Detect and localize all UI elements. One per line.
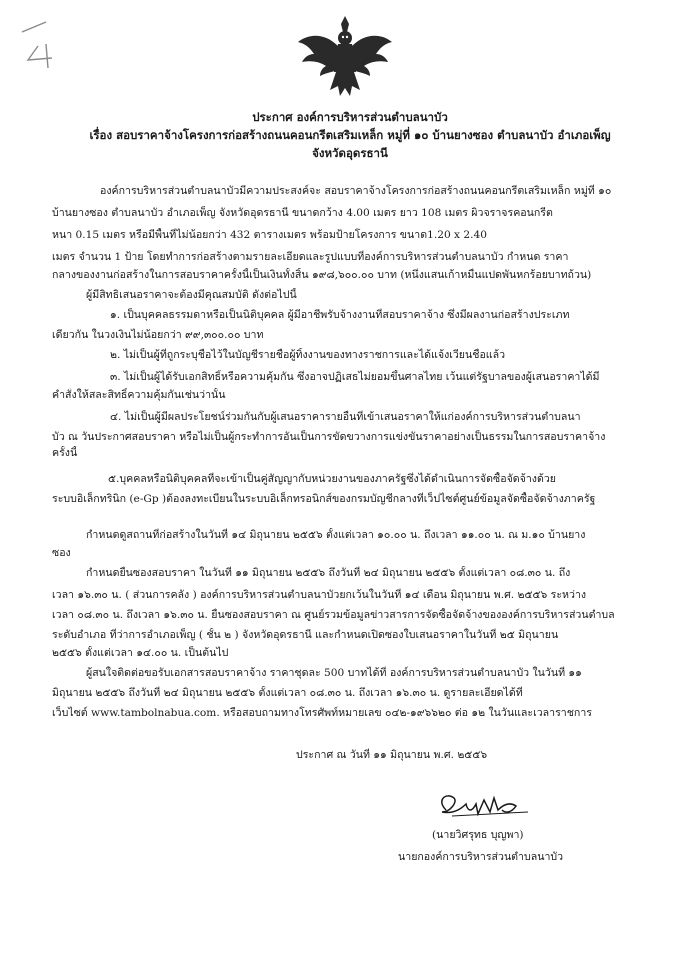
body-line: เว็บไซต์ www.tambolnabua.com. หรือสอบถามทางโทรศัพท์หมายเลข ๐๔๒-๑๙๖๖๒๐ ต่อ ๑๒ ในวันและเวลาราชการ (52, 707, 592, 719)
body-line: ซอง (52, 547, 71, 559)
body-line: ระบบอิเล็กทรินิก (e-Gp )ต้องลงทะเบียนในระบบอิเล็กทรอนิกส์ของกรมบัญชีกลางที่เว็ปไซต์ศูนย์ข้อมูลจัดซื้อจัดจ้างภาครัฐ (52, 493, 596, 505)
body-line: องค์การบริหารส่วนตำบลนาบัวมีความประสงค์จะ สอบราคาจ้างโครงการก่อสร้างถนนคอนกรีตเสริมเหล็ก หมู่ที่ ๑๐ (100, 185, 612, 197)
body-line: ผู้สนใจติดต่อขอรับเอกสารสอบราคาจ้าง ราคาชุดละ 500 บาทได้ที่ องค์การบริหารส่วนตำบลนาบัว ในวันที่ ๑๑ (86, 667, 582, 679)
body-line: ผู้มีสิทธิเสนอราคาจะต้องมีคุณสมบัติ ดังต่อไปนี้ (86, 289, 297, 301)
body-line: เมตร จำนวน 1 ป้าย โดยทำการก่อสร้างตามรายละเอียดและรูปแบบที่องค์การบริหารส่วนตำบลนาบัว กำหนด ราคา (52, 251, 569, 263)
body-line: ๒. ไม่เป็นผู้ที่ถูกระบุชื่อไว้ในบัญชีรายชื่อผู้ทิ้งงานของทางราชการและได้แจ้งเวียนชื่อแล้ว (110, 349, 506, 361)
announcement-title (40, 108, 660, 162)
announcement-date: ประกาศ ณ วันที่ ๑๑ มิถุนายน พ.ศ. ๒๕๕๖ (296, 749, 488, 761)
body-line: ๒๕๕๖ ตั้งแต่เวลา ๑๔.๐๐ น. เป็นต้นไป (52, 647, 229, 659)
title-line-1: ประกาศ องค์การบริหารส่วนตำบลนาบัว (252, 110, 448, 124)
body-line: เวลา ๐๘.๓๐ น. ถึงเวลา ๑๖.๓๐ น. ยื่นซองสอบราคา ณ ศูนย์รวมข้อมูลข่าวสารการจัดซื้อจัดจ้างขององค์การบริหารส่วนตำบล (52, 609, 615, 621)
signatory-title: นายกองค์การบริหารส่วนตำบลนาบัว (398, 851, 564, 863)
body-line: บัว ณ วันประกาศสอบราคา หรือไม่เป็นผู้กระทำการอันเป็นการขัดขวางการแข่งขันราคาอย่างเป็นธรรมในการสอบราคาจ้าง (52, 431, 606, 443)
signatory-name: (นายวิศรุทธ บุญพา) (432, 829, 524, 841)
body-line: ครั้งนี้ (52, 447, 78, 459)
title-line-3: จังหวัดอุดรธานี (312, 146, 388, 160)
handwritten-mark (18, 20, 68, 70)
garuda-emblem-icon (294, 14, 396, 100)
body-line: กำหนดดูสถานที่ก่อสร้างในวันที่ ๑๔ มิถุนายน ๒๕๕๖ ตั้งแต่เวลา ๑๐.๐๐ น. ถึงเวลา ๑๑.๐๐ น. ณ ม.๑๐ บ้านยาง (86, 529, 586, 541)
body-line: ๓. ไม่เป็นผู้ได้รับเอกสิทธิ์หรือความคุ้มกัน ซึ่งอาจปฏิเสธไม่ยอมขึ้นศาลไทย เว้นแต่รัฐบาลของผู้เสนอราคาได้มี (110, 371, 600, 383)
title-line-2: เรื่อง สอบราคาจ้างโครงการก่อสร้างถนนคอนกรีตเสริมเหล็ก หมู่ที่ ๑๐ บ้านยางซอง ตำบลนาบัว อำเภอเพ็ญ (89, 128, 611, 142)
body-line: ระดับอำเภอ ที่ว่าการอำเภอเพ็ญ ( ชั้น ๒ ) จังหวัดอุดรธานี และกำหนดเปิดซองใบเสนอราคาในวันที่ ๒๕ มิถุนายน (52, 629, 559, 641)
body-line: เวลา ๑๖.๓๐ น. ( ส่วนการคลัง ) องค์การบริหารส่วนตำบลนาบัวยกเว้นในวันที่ ๑๔ เดือน มิถุนายน พ.ศ. ๒๕๕๖ ระหว่าง (52, 589, 587, 601)
body-line: เดียวกัน ในวงเงินไม่น้อยกว่า ๙๙,๓๐๐.๐๐ บาท (52, 329, 264, 341)
body-line: กำหนดยื่นซองสอบราคา ในวันที่ ๑๑ มิถุนายน ๒๕๕๖ ถึงวันที่ ๒๔ มิถุนายน ๒๕๕๖ ตั้งแต่เวลา ๐๘.๓๐ น. ถึง (86, 567, 571, 579)
body-line: กลางของงานก่อสร้างในการสอบราคาครั้งนี้เป็นเงินทั้งสิ้น ๑๙๘,๖๐๐.๐๐ บาท (หนึ่งแสนเก้าหมื่นแปดพันหกร้อยบาทถ้วน) (52, 269, 592, 281)
body-line: ๑. เป็นบุคคลธรรมดาหรือเป็นนิติบุคคล ผู้มีอาชีพรับจ้างงานที่สอบราคาจ้าง ซึ่งมีผลงานก่อสร้างประเภท (110, 309, 570, 321)
body-line: คำสั่งให้สละสิทธิ์ความคุ้มกันเช่นว่านั้น (52, 389, 226, 401)
body-line: หนา 0.15 เมตร หรือมีพื้นที่ไม่น้อยกว่า 432 ตารางเมตร พร้อมป้ายโครงการ ขนาด1.20 x 2.40 (52, 229, 487, 241)
body-line: ๕.บุคคลหรือนิติบุคคลที่จะเข้าเป็นคู่สัญญากับหน่วยงานของภาครัฐซึ่งได้ดำเนินการจัดซื้อจัดจ้างด้วย (108, 473, 557, 485)
body-line: มิถุนายน ๒๕๕๖ ถึงวันที่ ๒๔ มิถุนายน ๒๕๕๖ ตั้งแต่เวลา ๐๘.๓๐ น. ถึงเวลา ๑๖.๓๐ น. ดูรายละเอียดได้ที่ (52, 687, 523, 699)
body-line: ๔. ไม่เป็นผู้มีผลประโยชน์ร่วมกันกับผู้เสนอราคารายอื่นที่เข้าเสนอราคาให้แก่องค์การบริหารส่วนตำบลนา (110, 411, 581, 423)
body-line: บ้านยางซอง ตำบลนาบัว อำเภอเพ็ญ จังหวัดอุดรธานี ขนาดกว้าง 4.00 เมตร ยาว 108 เมตร ผิวจราจรคอนกรีต (52, 207, 553, 219)
signature-icon (432, 790, 542, 820)
